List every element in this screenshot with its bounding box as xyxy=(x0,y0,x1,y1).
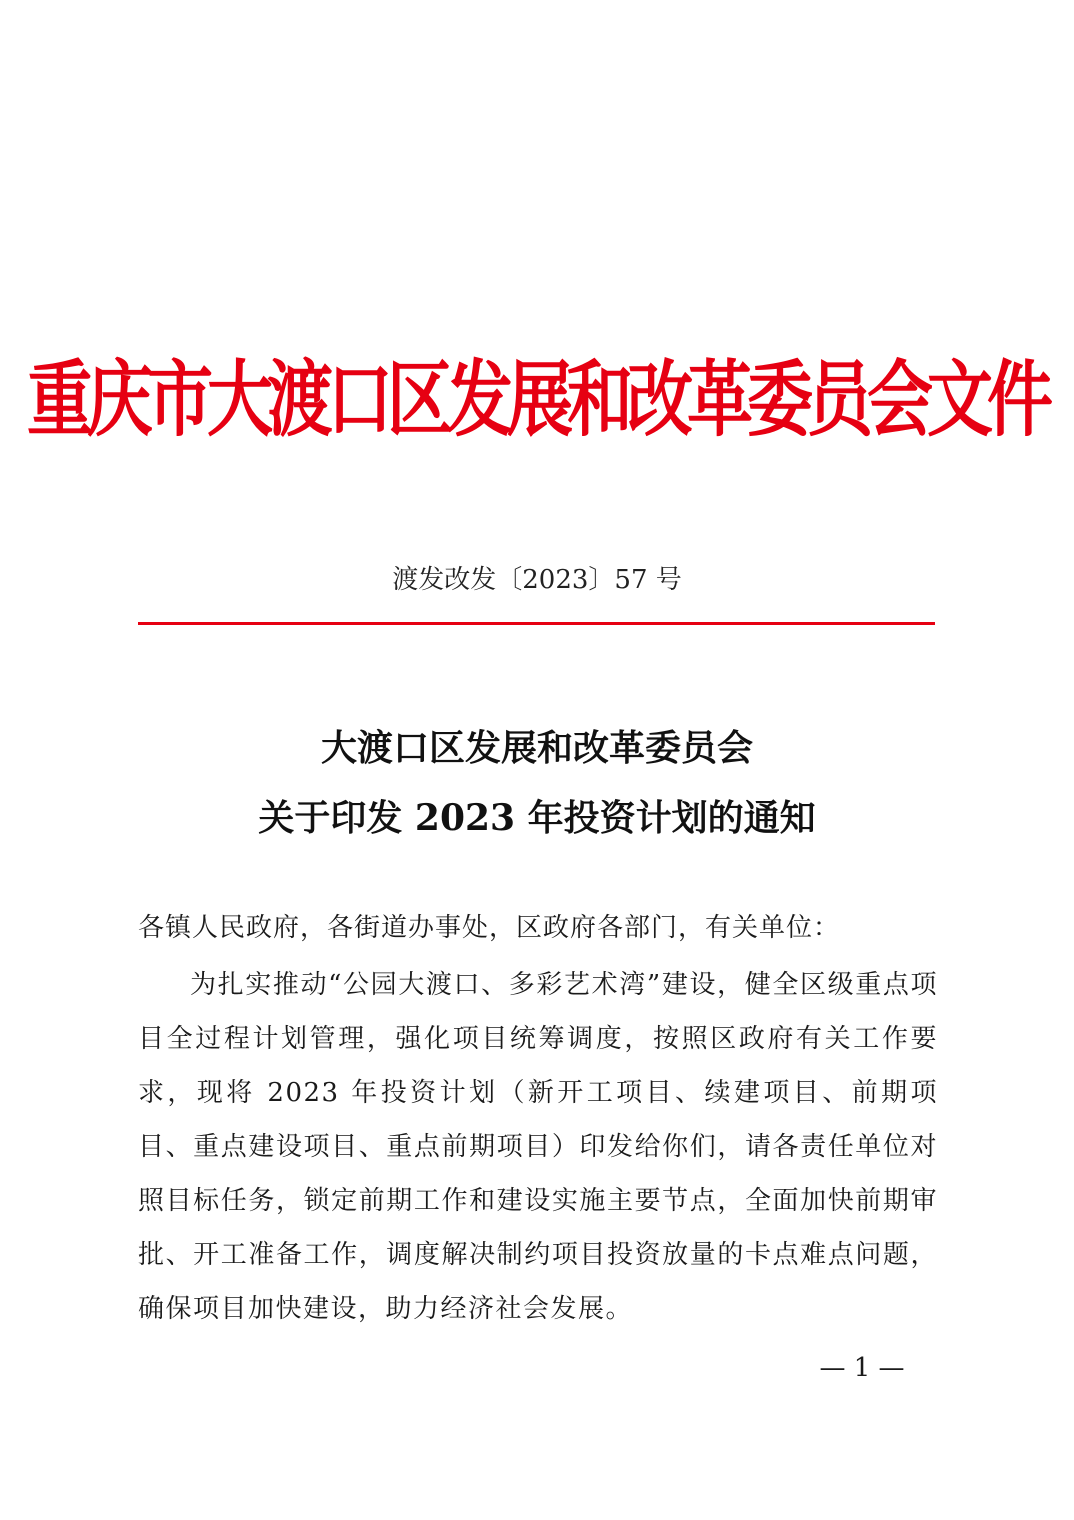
document-number: 渡发改发〔2023〕57 号 xyxy=(392,565,682,595)
notice-title-line-2: 关于印发 2023 年投资计划的通知 xyxy=(258,797,816,839)
page-number: — 1 — xyxy=(819,1353,905,1383)
issuer-banner: 重庆市大渡口区发展和改革委员会文件 xyxy=(27,351,1047,448)
red-divider xyxy=(138,622,935,625)
salutation: 各镇人民政府，各街道办事处，区政府各部门，有关单位： xyxy=(138,913,841,943)
notice-title-line-1: 大渡口区发展和改革委员会 xyxy=(320,727,753,769)
body-paragraph: 为扎实推动“公园大渡口、多彩艺术湾”建设，健全区级重点项目全过程计划管理，强化项目统筹调度，按照区政府有关工作要求，现将 2023 年投资计划（新开工项目、续建项目、前期项目、重点建设项目、重点前期项目）印发给你们，请各责任单位对照目标任务，锁定前期工作和建设实施主要节点，全面加快前期审批、开工准备工作，调度解决制约项目投资放量的卡点难点问题，确保项目加快建设，助力经济社会发展。 xyxy=(138,970,938,1324)
